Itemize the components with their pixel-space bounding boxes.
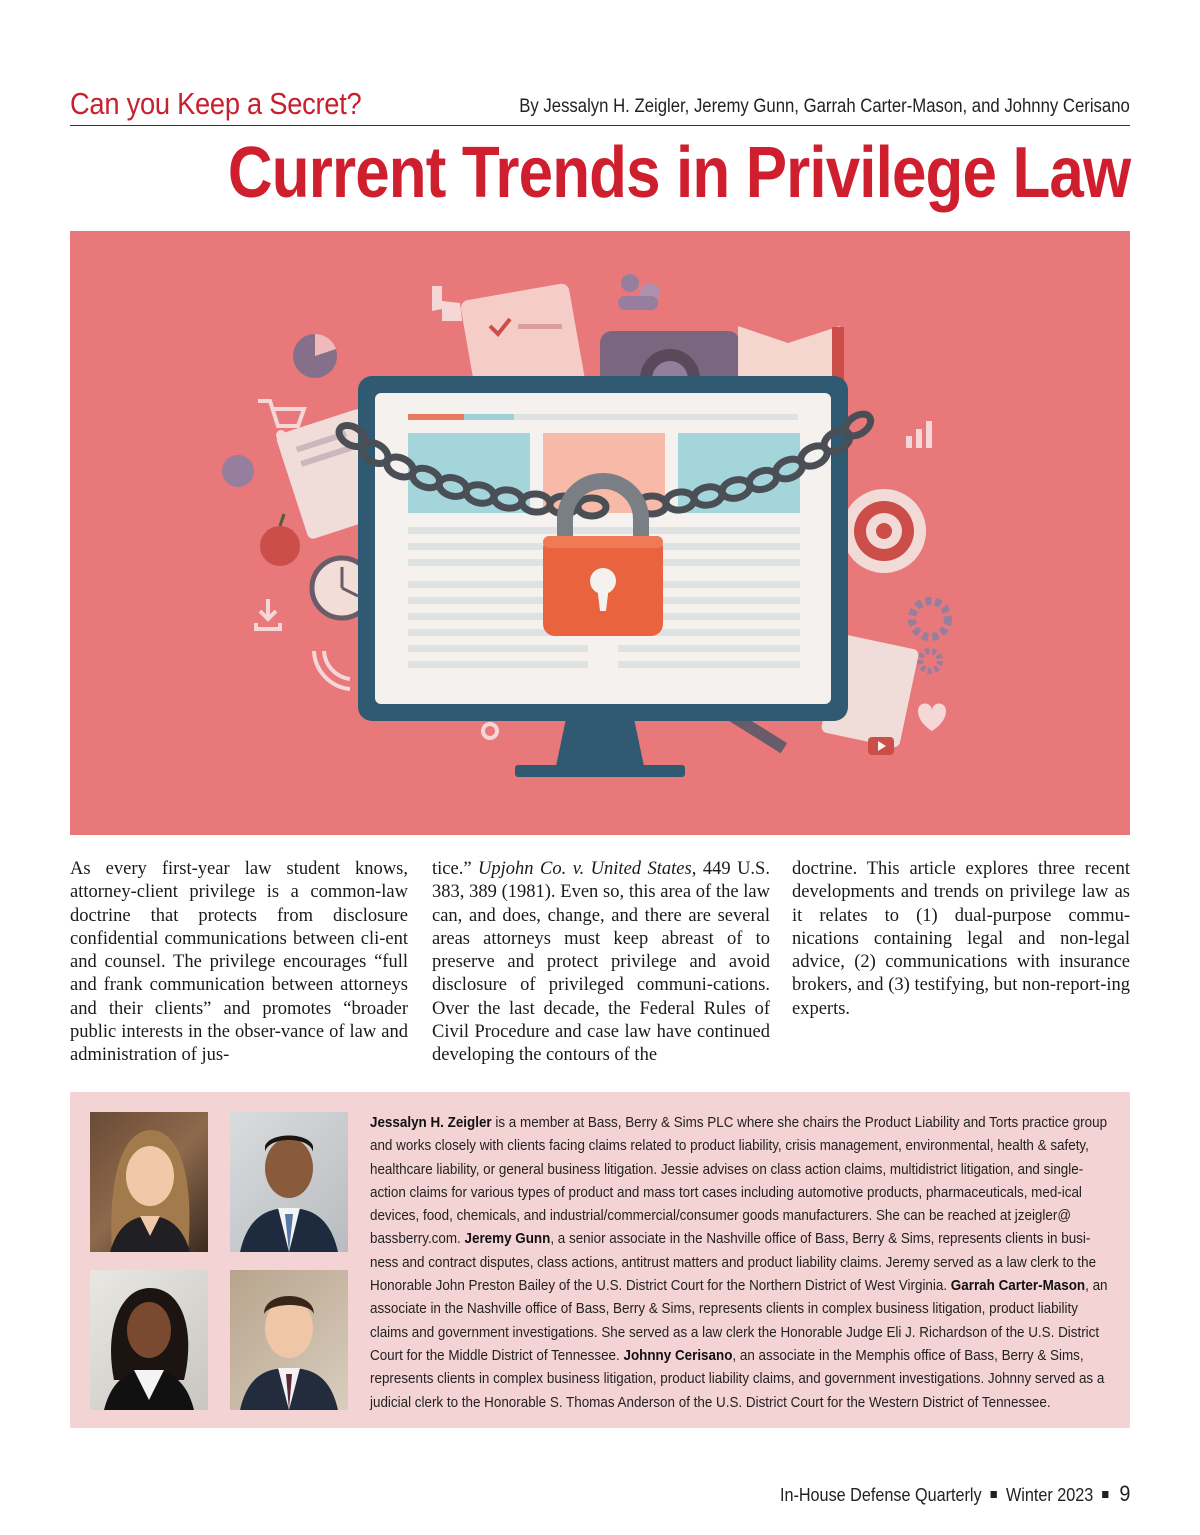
author-photo-cerisano <box>230 1270 348 1410</box>
article-headline: Current Trends in Privilege Law <box>227 133 1130 213</box>
page-footer <box>780 1481 1130 1507</box>
pie-chart-icon <box>293 334 337 378</box>
download-icon <box>256 599 280 629</box>
author-bio-cerisano: , an associate in the Memphis office of Bass, Berry & Sims, represents clients in complex business litigation, product liability claims, and government investigations. Johnny served as a judicial clerk to the Honorable S. Thomas Anderson of the U.S. District Court for the Western District of Tennessee. <box>370 1347 1105 1411</box>
author-bio-gunn: , a senior associate in the Nashville office of Bass, Berry & Sims, represents clients in busi-ness and contract disputes, class actions, antitrust matters and product liability claims. Jeremy served as a law clerk to the Honorable John Preston Bailey of the U.S. District Court for the Northern District of West Virginia. <box>370 1231 1097 1295</box>
separator-square <box>1102 1491 1108 1498</box>
gear-icon <box>912 601 948 671</box>
thumbs-up-icon <box>222 455 254 487</box>
publication-name: In-House Defense Quarterly <box>779 1485 982 1505</box>
author-photo-zeigler <box>90 1112 208 1252</box>
body-column-3: doctrine. This article explores three recent developments and trends on privilege law as it relates to (1) dual-purpose commu-nications containing legal and non-legal advice, (2) communications with insurance brokers, and (3) testifying, but non-report-ing experts. <box>792 859 1130 1019</box>
separator-square <box>990 1491 996 1498</box>
wifi-icon <box>314 651 350 689</box>
bar-chart-icon <box>906 421 932 448</box>
cursor-hand-icon <box>432 286 462 321</box>
case-citation: Upjohn Co. v. United States <box>478 859 692 879</box>
author-bios <box>370 1112 1108 1415</box>
issue-date: Winter 2023 <box>1005 1485 1093 1505</box>
author-name-gunn: Jeremy Gunn <box>464 1231 551 1248</box>
author-name-cerisano: Johnny Cerisano <box>623 1347 733 1364</box>
author-name-zeigler: Jessalyn H. Zeigler <box>370 1115 492 1131</box>
apple-icon <box>260 514 300 566</box>
author-name-carter-mason: Garrah Carter-Mason <box>950 1278 1086 1295</box>
target-icon <box>842 489 926 573</box>
page-number: 9 <box>1118 1481 1130 1506</box>
byline: By Jessalyn H. Zeigler, Jeremy Gunn, Garrah Carter-Mason, and Johnny Cerisano <box>519 96 1130 117</box>
author-photo-carter-mason <box>90 1270 208 1410</box>
hero-illustration <box>70 231 1130 835</box>
body-column-2 <box>432 858 770 1068</box>
body-column-2-rest: , 449 U.S. 383, 389 (1981). Even so, this area of the law can, and does, change, and there are several areas attorneys must keep abreast of to preserve and protect privilege and avoid disclosure of privileged communi-cations. Over the last decade, the Federal Rules of Civil Procedure and case law have continued developing the contours of the <box>432 859 770 1066</box>
author-photo-gunn <box>230 1112 348 1252</box>
body-column-2-start: tice.” <box>432 859 479 879</box>
user-group-icon <box>618 274 660 310</box>
play-button-icon <box>868 737 894 755</box>
author-bio-zeigler: is a member at Bass, Berry & Sims PLC where she chairs the Product Liability and Torts practice group and works closely with clients facing claims related to product liability, crisis management, environmental, health & safety, healthcare liability, or general business litigation. Jessie advises on class action claims, multidistrict litigation, and single-action claims for various types of product and mass tort cases including automotive products, pharmaceuticals, med-ical devices, food, chemicals, and industrial/commercial/consumer goods manufacturers. She can be reached at jzeigler@ bassberry.com. <box>370 1115 1108 1248</box>
author-bio-box <box>70 1092 1130 1428</box>
header-rule <box>70 86 1130 126</box>
body-column-1: As every first-year law student knows, attorney-client privilege is a common-law doctrine that protects from disclosure confidential communications between cli-ent and counsel. The privilege encourages “full and frank communication between attorneys and their clients” and promotes “broader public interests in the obser-vance of law and administration of jus- <box>70 859 408 1066</box>
author-bio-carter-mason: , an associate in the Nashville office of Bass, Berry & Sims, represents clients in complex business litigation, product liability claims and government investigations. She served as a law clerk the Honorable Judge Eli J. Richardson of the U.S. District Court for the Middle District of Tennessee. <box>370 1278 1108 1364</box>
heart-icon <box>918 704 946 732</box>
section-kicker: Can you Keep a Secret? <box>70 86 362 121</box>
